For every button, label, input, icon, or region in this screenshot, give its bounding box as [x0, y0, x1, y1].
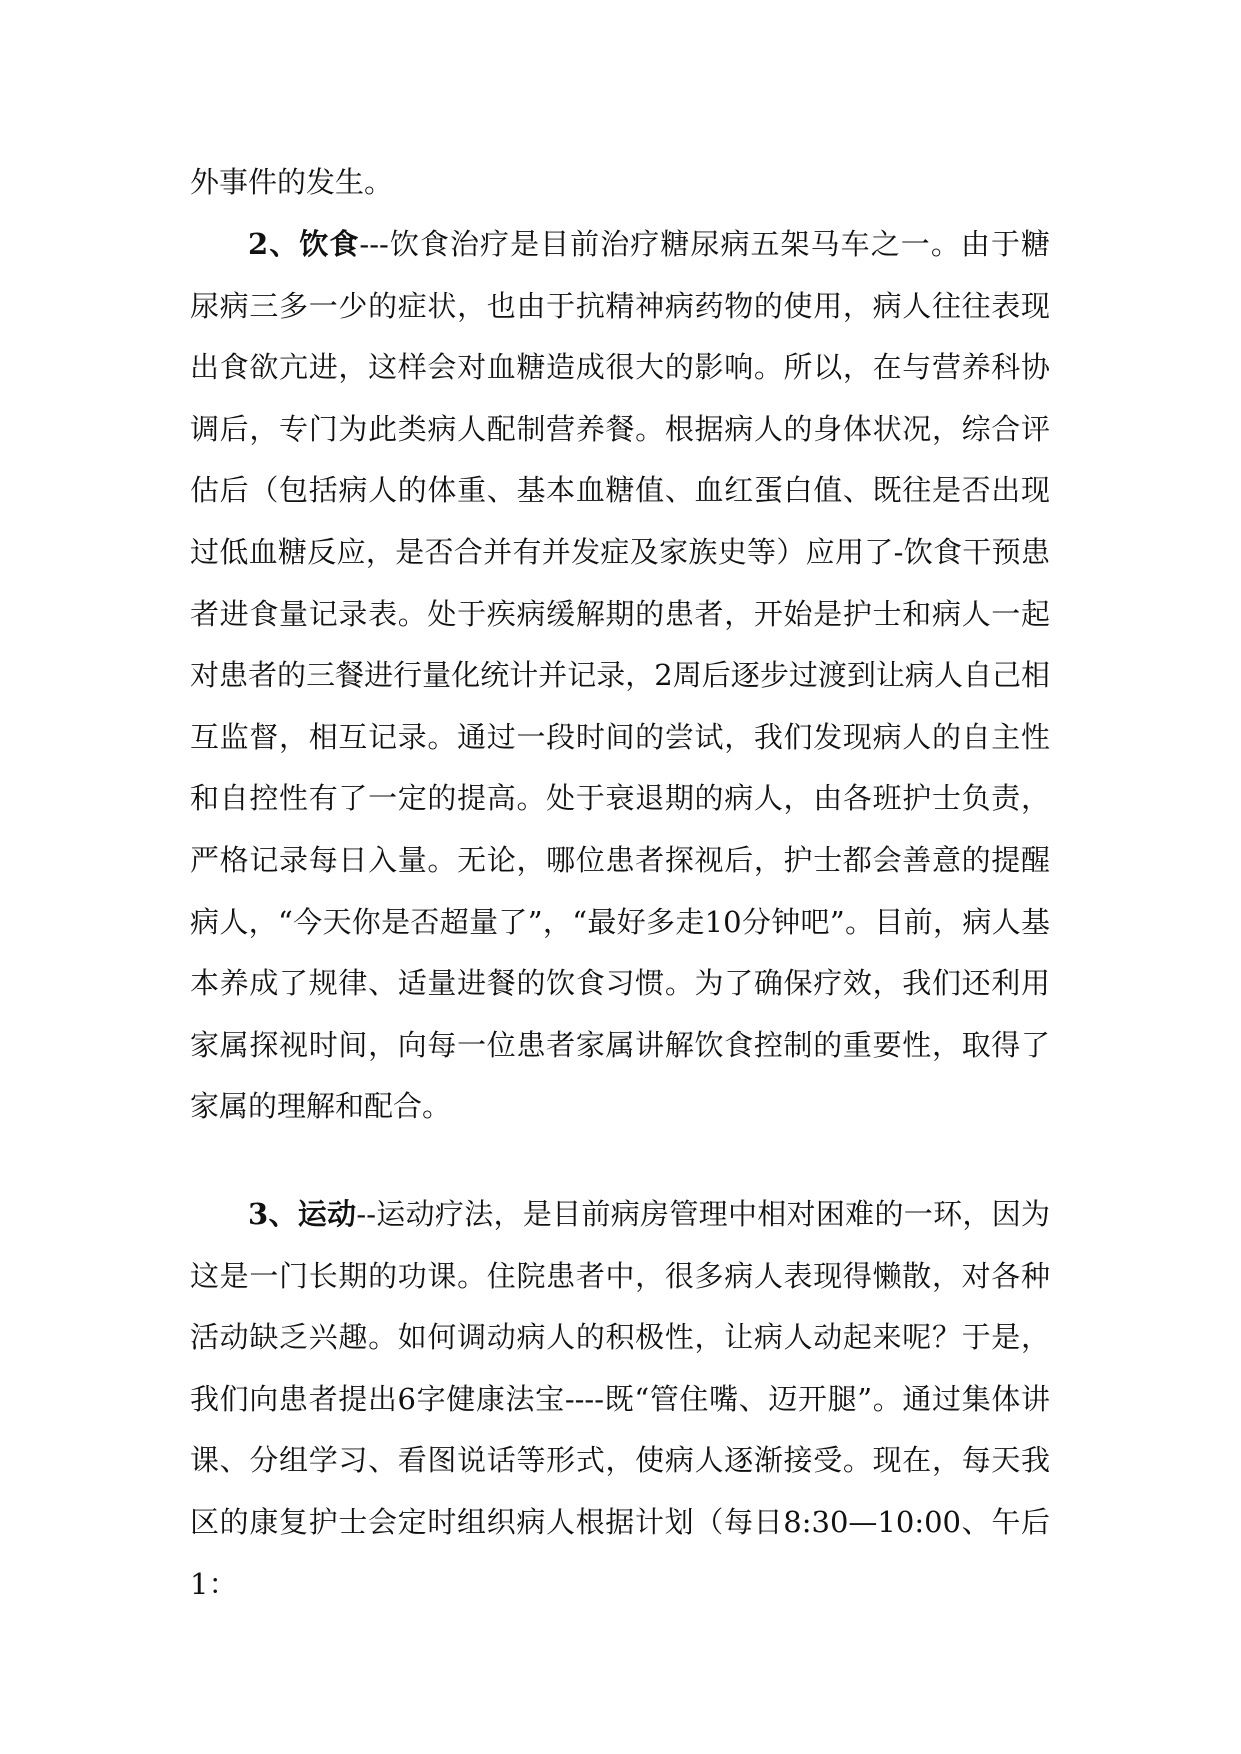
diet-section [190, 214, 1050, 1138]
diet-heading: 2、饮食 [248, 227, 360, 261]
diet-paragraph [190, 214, 1050, 1138]
exercise-heading: 3、运动 [248, 1197, 357, 1231]
continuation-paragraph: 外事件的发生。 [190, 165, 394, 199]
exercise-body: --运动疗法，是目前病房管理中相对困难的一环，因为这是一门长期的功课。住院患者中，很多病人表现得懒散，对各种活动缺乏兴趣。如何调动病人的积极性，让病人动起来呢？于是，我们向患者提出6字健康法宝----既“管住嘴、迈开腿”。通过集体讲课、分组学习、看图说话等形式，使病人逐渐接受。现在，每天我区的康复护士会定时组织病人根据计划（每日8:30—10:00、午后1： [190, 1197, 1050, 1601]
exercise-section [190, 1184, 1050, 1615]
diet-body: ---饮食治疗是目前治疗糖尿病五架马车之一。由于糖尿病三多一少的症状，也由于抗精神病药物的使用，病人往往表现出食欲亢进，这样会对血糖造成很大的影响。所以，在与营养科协调后，专门为此类病人配制营养餐。根据病人的身体状况，综合评估后（包括病人的体重、基本血糖值、血红蛋白值、既往是否出现过低血糖反应，是否合并有并发症及家族史等）应用了-饮食干预患者进食量记录表。处于疾病缓解期的患者，开始是护士和病人一起对患者的三餐进行量化统计并记录，2周后逐步过渡到让病人自己相互监督，相互记录。通过一段时间的尝试，我们发现病人的自主性和自控性有了一定的提高。处于衰退期的病人，由各班护士负责，严格记录每日入量。无论，哪位患者探视后，护士都会善意的提醒病人，“今天你是否超量了”，“最好多走10分钟吧”。目前，病人基本养成了规律、适量进餐的饮食习惯。为了确保疗效，我们还利用家属探视时间，向每一位患者家属讲解饮食控制的重要性，取得了家属的理解和配合。 [190, 227, 1050, 1124]
continuation-text-block [190, 152, 1050, 214]
exercise-paragraph [190, 1184, 1050, 1615]
